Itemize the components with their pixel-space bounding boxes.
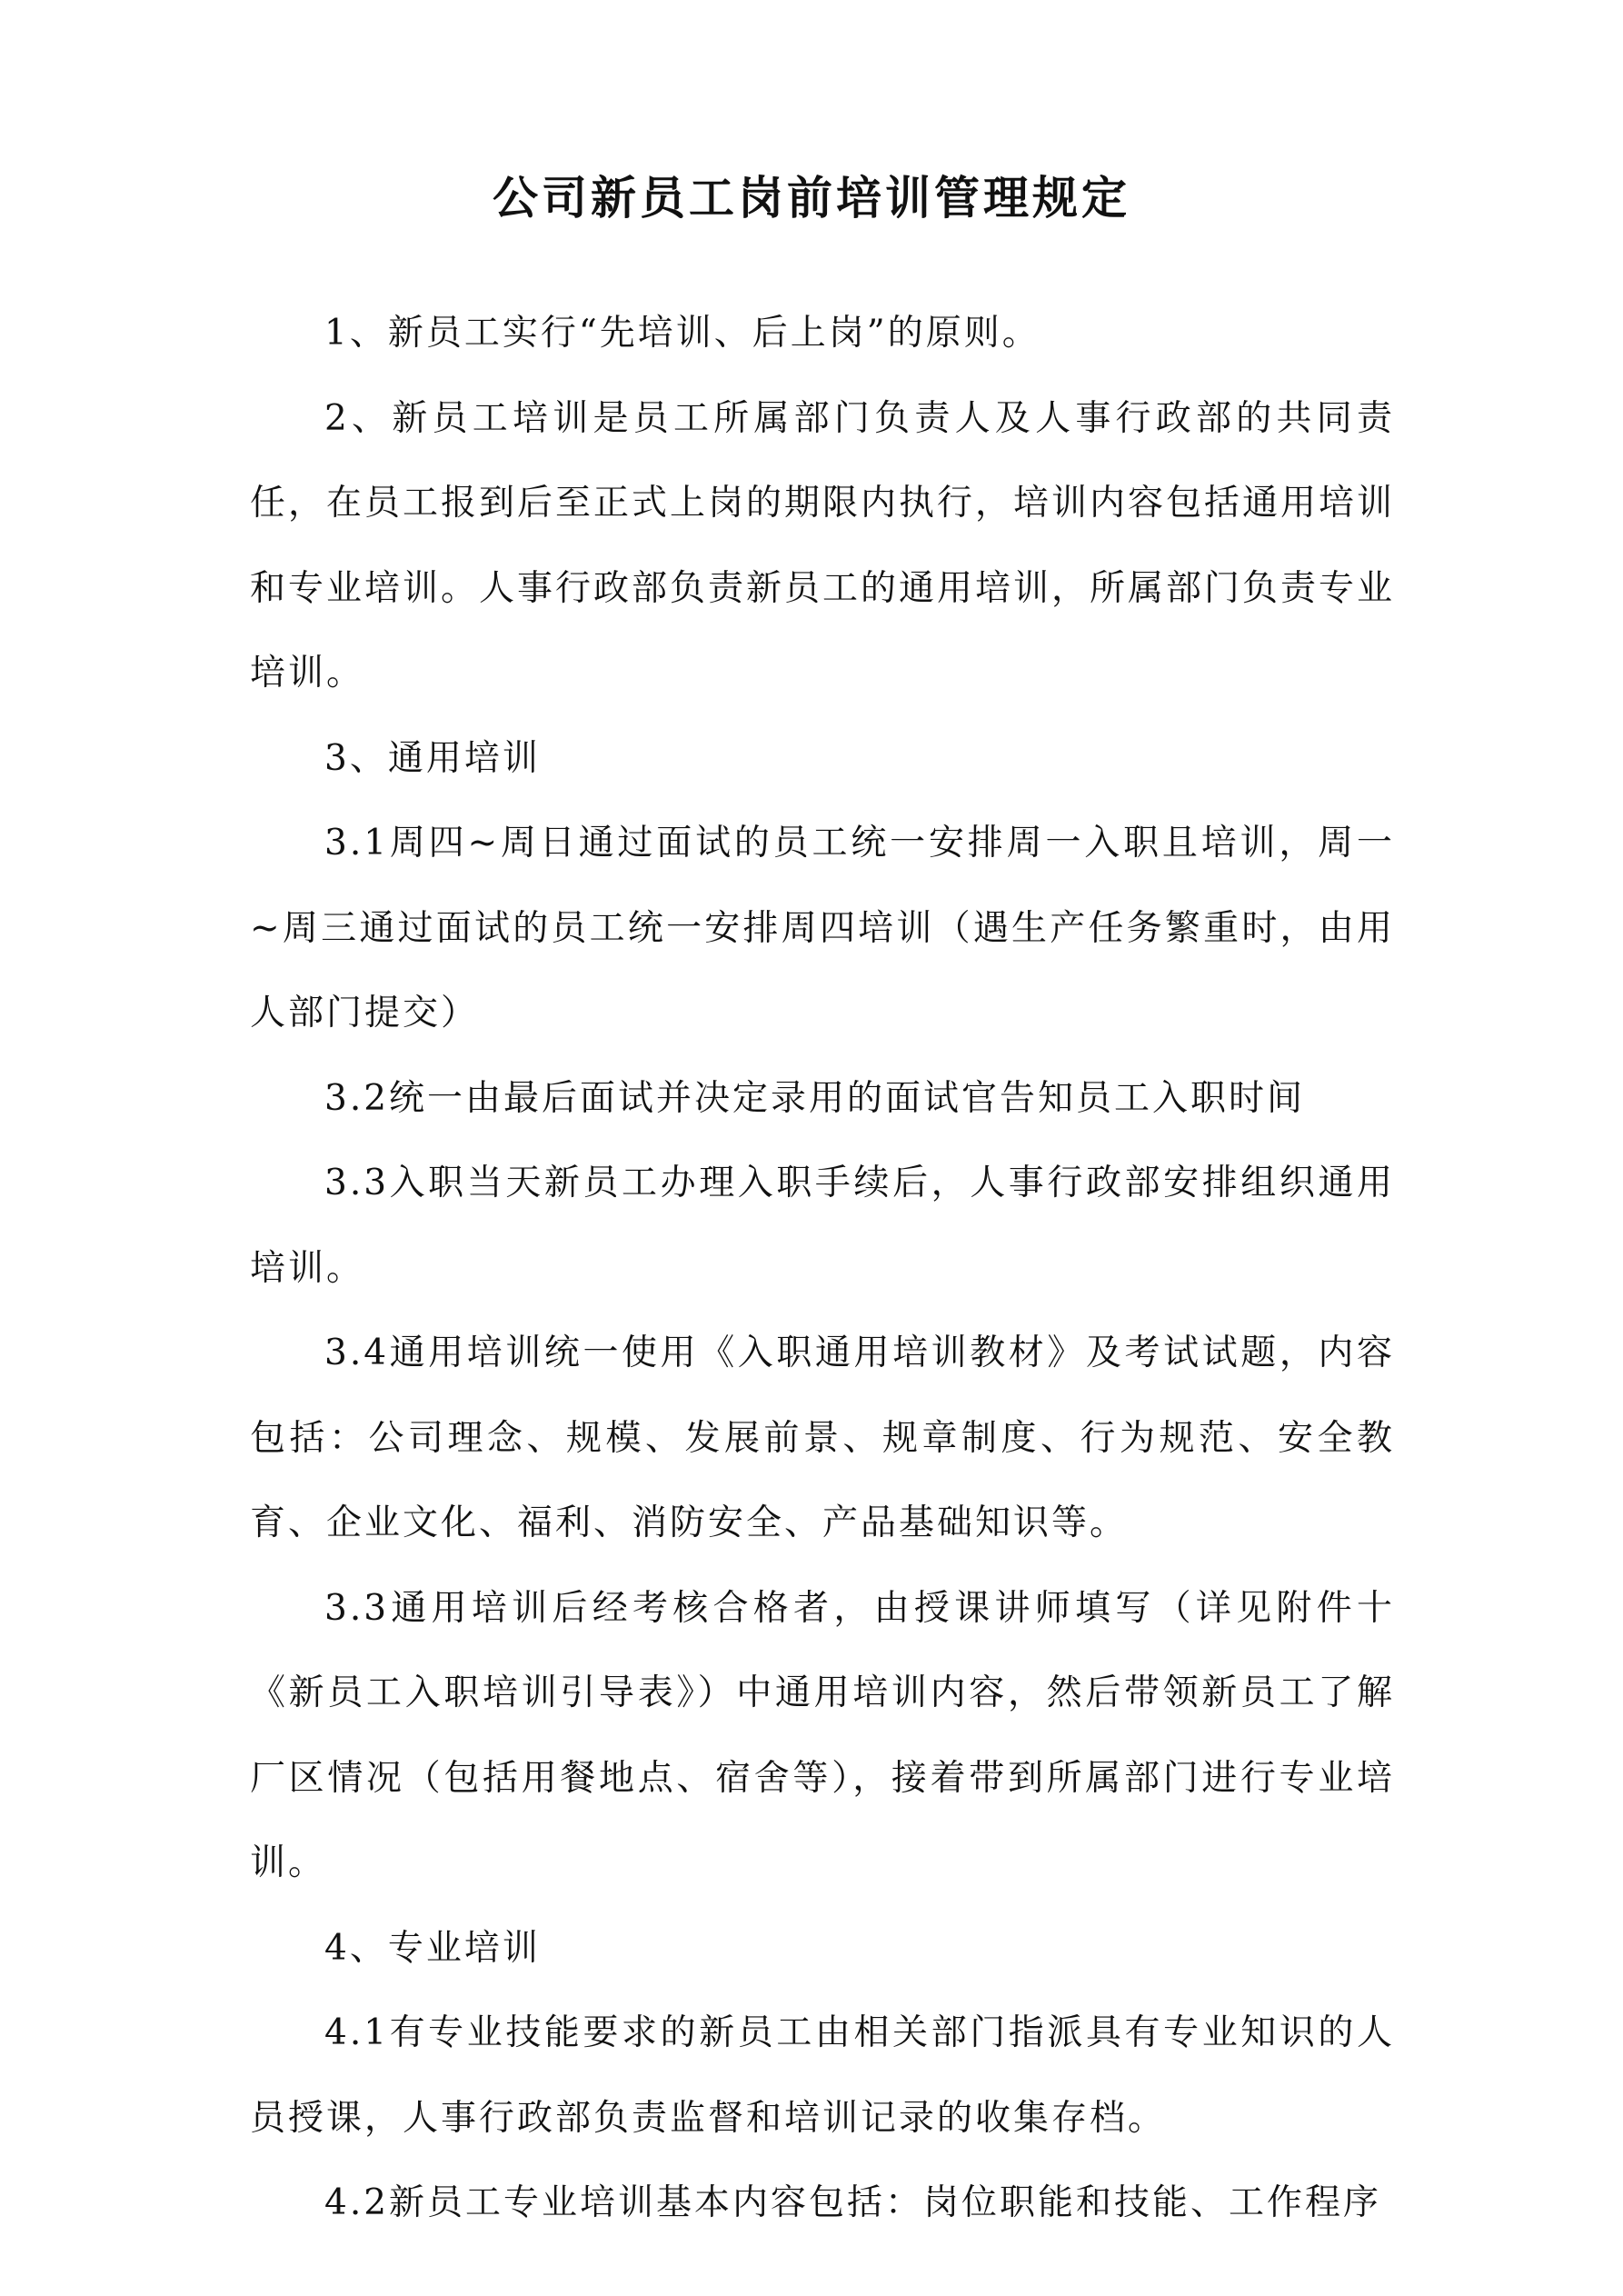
- document-body: [250, 291, 1395, 2246]
- paragraph-4-1: 4.1有专业技能要求的新员工由相关部门指派具有专业知识的人员授课，人事行政部负责监督和培训记录的收集存档。: [250, 2012, 1395, 2139]
- paragraph-3-3: 3.3入职当天新员工办理入职手续后，人事行政部安排组织通用培训。: [250, 1163, 1395, 1289]
- heading-general-training: 3、通用培训: [324, 737, 541, 779]
- paragraph-principle: 1、新员工实行“先培训、后上岗”的原则。: [324, 313, 1041, 354]
- paragraph-responsibility: 2、新员工培训是员工所属部门负责人及人事行政部的共同责任，在员工报到后至正式上岗的期限内执行，培训内容包括通用培训和专业培训。人事行政部负责新员工的通用培训，所属部门负责专业培训。: [250, 397, 1396, 694]
- paragraph-3-3-assessment: 3.3通用培训后经考核合格者，由授课讲师填写（详见附件十《新员工入职培训引导表》）中通用培训内容，然后带领新员工了解厂区情况（包括用餐地点、宿舍等），接着带到所属部门进行专业培训。: [250, 1587, 1395, 1883]
- paragraph-3-2: 3.2统一由最后面试并决定录用的面试官告知员工入职时间: [324, 1077, 1306, 1119]
- heading-professional-training: 4、专业培训: [324, 1927, 541, 1969]
- paragraph-3-4: 3.4通用培训统一使用《入职通用培训教材》及考试试题，内容包括：公司理念、规模、发展前景、规章制度、行为规范、安全教育、企业文化、福利、消防安全、产品基础知识等。: [250, 1333, 1395, 1543]
- document-title: 公司新员工岗前培训管理规定: [493, 171, 1130, 225]
- paragraph-3-1: 3.1周四~周日通过面试的员工统一安排周一入职且培训，周一~周三通过面试的员工统一安排周四培训（遇生产任务繁重时，由用人部门提交）: [250, 823, 1395, 1033]
- paragraph-4-2: 4.2新员工专业培训基本内容包括：岗位职能和技能、工作程序: [324, 2182, 1382, 2223]
